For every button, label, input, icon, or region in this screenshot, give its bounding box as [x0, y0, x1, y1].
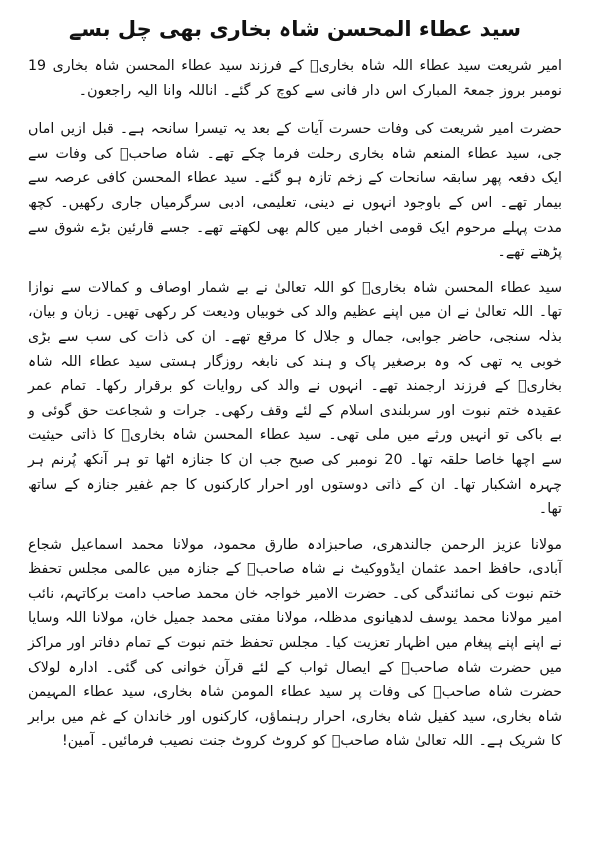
paragraph-condolences: مولانا عزیز الرحمن جالندھری، صاحبزادہ طارق محمود، مولانا محمد اسماعیل شجاع آبادی، حافظ احمد عثمان ایڈووکیٹ نے شاہ صاحبؒ کے جنازہ میں عالمی مجلس تحفظ ختم نبوت کی نمائندگی کی۔ حضرت الامیر خواجہ خان محمد صاحب دامت برکاتہم، نائب امیر مولانا محمد یوسف لدھیانوی مدظلہ، مولانا مفتی محمد جمیل خان، مولانا اللہ وسایا نے اپنے اپنے پیغام میں اظہار تعزیت کیا۔ مجلس تحفظ ختم نبوت کے تمام دفاتر اور مراکز میں حضرت شاہ صاحبؒ کے ایصال ثواب کے لئے قرآن خوانی کی گئی۔ ادارہ لولاک حضرت شاہ صاحبؒ کی وفات پر سید عطاء المومن شاہ بخاری، سید عطاء المہیمن شاہ بخاری، سید کفیل شاہ بخاری، احرار رہنماؤں، کارکنوں اور خاندان کے غم میں برابر کا شریک ہے۔ اللہ تعالیٰ شاہ صاحبؒ کو کروٹ کروٹ جنت نصیب فرمائیں۔ آمین! — [28, 536, 562, 750]
article-title: سید عطاء المحسن شاہ بخاری بھی چل بسے — [68, 17, 522, 41]
paragraph-qualities: سید عطاء المحسن شاہ بخاریؒ کو اللہ تعالیٰ نے بے شمار اوصاف و کمالات سے نوازا تھا۔ اللہ تعالیٰ نے ان میں اپنے عظیم والد کی خوبیاں ودیعت کر رکھی تھیں۔ زبان و بیان، بذلہ سنجی، حاضر جوابی، جمال و جلال کا مرقع تھے۔ ان کی ذات کی سب سے بڑی خوبی یہ تھی کہ وہ برصغیر پاک و ہند کی نابغہ روزگار ہستی سید عطاء اللہ شاہ بخاریؒ کے فرزند ارجمند تھے۔ انہوں نے والد کی روایات کو برقرار رکھا۔ تمام عمر عقیدہ ختم نبوت اور سربلندی اسلام کے لئے وقف رکھی۔ جرات و شجاعت حق گوئی و بے باکی تو انہیں ورثے میں ملی تھی۔ سید عطاء المحسن شاہ بخاریؒ کا ذاتی حیثیت سے اچھا خاصا حلقہ تھا۔ 20 نومبر کی صبح جب ان کا جنازہ اٹھا تو ہر آنکھ پُرنم ہر چہرہ اشکبار تھا۔ ان کے ذاتی دوستوں اور احرار کارکنوں کا جم غفیر جنازہ کے ساتھ تھا۔ — [28, 279, 562, 518]
paragraph-death-announcement: امیر شریعت سید عطاء اللہ شاہ بخاریؒ کے فرزند سید عطاء المحسن شاہ بخاری 19 نومبر بروز جمعۃ المبارک اس دار فانی سے کوچ کر گئے۔ اناللہ وانا الیہ راجعون۔ — [28, 58, 562, 99]
paragraph-third-tragedy: حضرت امیر شریعت کی وفات حسرت آیات کے بعد یہ تیسرا سانحہ ہے۔ قبل ازیں اماں جی، سید عطاء المنعم شاہ بخاری رحلت فرما چکے تھے۔ شاہ صاحبؒ کی وفات سے ایک دفعہ پھر سابقہ سانحات کے زخم تازہ ہو گئے۔ سید عطاء المحسن کافی عرصہ سے بیمار تھے۔ اس کے باوجود انہوں نے دینی، تعلیمی، ادبی سرگرمیاں جاری رکھیں۔ کچھ مدت پہلے مرحوم ایک قومی اخبار میں کالم بھی لکھتے تھے۔ جسے قارئین بڑے شوق سے پڑھتے تھے۔ — [28, 121, 562, 261]
